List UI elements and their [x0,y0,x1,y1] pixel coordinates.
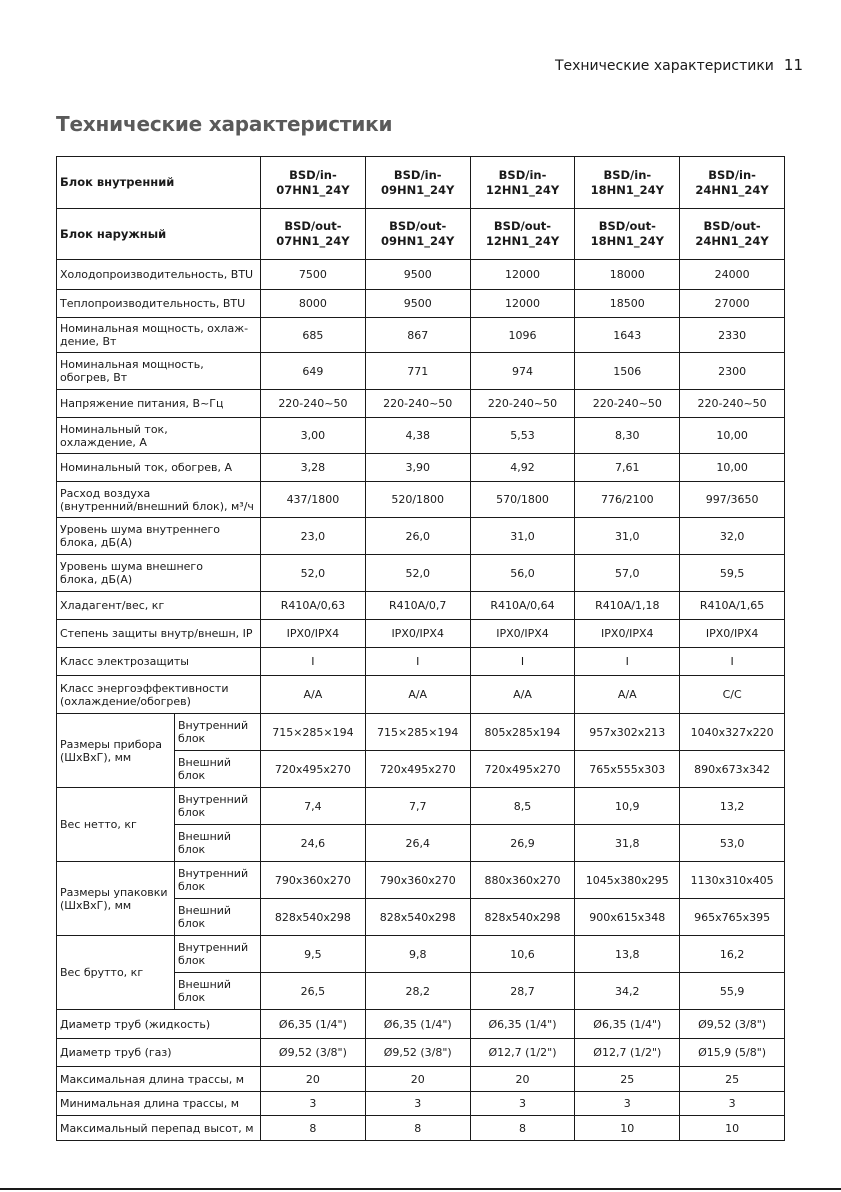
outdoor-model-row [57,209,785,260]
value-cell: 220-240~50 [261,390,366,418]
row-label: Класс электрозащиты [57,648,261,676]
value-cell: 24000 [680,260,785,290]
value-cell: 1643 [575,318,680,353]
value-cell: 900x615x348 [575,899,680,936]
value-cell: 957x302x213 [575,714,680,751]
indoor-model-cell: BSD/in- 07HN1_24Y [261,157,366,209]
value-cell: 52,0 [261,555,366,592]
value-cell: 20 [365,1067,470,1092]
value-cell: 9,8 [365,936,470,973]
row-label: Холодопроизводительность, BTU [57,260,261,290]
value-cell: 1130x310x405 [680,862,785,899]
value-cell: 790x360x270 [261,862,366,899]
value-cell: 26,9 [470,825,575,862]
value-cell: 4,38 [365,418,470,454]
value-cell: 16,2 [680,936,785,973]
value-cell: 10,6 [470,936,575,973]
table-row [57,620,785,648]
value-cell: 26,4 [365,825,470,862]
value-cell: 2300 [680,353,785,390]
value-cell: 8 [470,1116,575,1141]
value-cell: 31,8 [575,825,680,862]
sub-label: Внутренний блок [175,714,261,751]
value-cell: A/A [261,676,366,714]
value-cell: 867 [365,318,470,353]
value-cell: 20 [261,1067,366,1092]
page-title: Технические характеристики [56,112,393,136]
table-row [57,1010,785,1039]
value-cell: 805x285x194 [470,714,575,751]
value-cell: 10 [575,1116,680,1141]
value-cell: 13,2 [680,788,785,825]
value-cell: 32,0 [680,518,785,555]
table-row [57,648,785,676]
value-cell: 26,5 [261,973,366,1010]
value-cell: 3 [575,1092,680,1116]
value-cell: Ø9,52 (3/8") [365,1039,470,1067]
value-cell: 3 [365,1092,470,1116]
table-row [57,1039,785,1067]
value-cell: 28,7 [470,973,575,1010]
row-label: Диаметр труб (газ) [57,1039,261,1067]
sub-label: Внутренний блок [175,788,261,825]
value-cell: 25 [575,1067,680,1092]
value-cell: 9,5 [261,936,366,973]
value-cell: 570/1800 [470,482,575,518]
row-label: Минимальная длина трассы, м [57,1092,261,1116]
page-number: 11 [783,56,803,74]
value-cell: 28,2 [365,973,470,1010]
sub-label: Внешний блок [175,973,261,1010]
row-label: Расход воздуха (внутренний/внешний блок), м³/ч [57,482,261,518]
value-cell: 890x673x342 [680,751,785,788]
sub-label: Внешний блок [175,751,261,788]
value-cell: 7,61 [575,454,680,482]
value-cell: 3,00 [261,418,366,454]
value-cell: C/C [680,676,785,714]
table-row [57,518,785,555]
value-cell: 31,0 [575,518,680,555]
value-cell: 649 [261,353,366,390]
value-cell: 715×285×194 [261,714,366,751]
group-label: Вес брутто, кг [57,936,175,1010]
table-row [57,1116,785,1141]
value-cell: 220-240~50 [680,390,785,418]
row-label: Номинальный ток, охлаждение, А [57,418,261,454]
value-cell: 1096 [470,318,575,353]
table-row [57,862,785,899]
value-cell: 997/3650 [680,482,785,518]
value-cell: IPX0/IPX4 [365,620,470,648]
value-cell: 790x360x270 [365,862,470,899]
value-cell: 34,2 [575,973,680,1010]
table-row [57,676,785,714]
value-cell: IPX0/IPX4 [470,620,575,648]
value-cell: 27000 [680,290,785,318]
value-cell: I [261,648,366,676]
value-cell: 10,00 [680,454,785,482]
value-cell: 18000 [575,260,680,290]
bottom-rule [0,1188,841,1190]
value-cell: 765x555x303 [575,751,680,788]
table-row [57,1067,785,1092]
value-cell: A/A [575,676,680,714]
value-cell: R410A/1,18 [575,592,680,620]
value-cell: 1040x327x220 [680,714,785,751]
value-cell: IPX0/IPX4 [575,620,680,648]
value-cell: I [470,648,575,676]
row-label: Диаметр труб (жидкость) [57,1010,261,1039]
value-cell: 437/1800 [261,482,366,518]
sub-label: Внутренний блок [175,862,261,899]
value-cell: 8,5 [470,788,575,825]
sub-label: Внешний блок [175,825,261,862]
value-cell: 965x765x395 [680,899,785,936]
table-row [57,555,785,592]
value-cell: 7500 [261,260,366,290]
value-cell: Ø12,7 (1/2") [470,1039,575,1067]
indoor-model-cell: BSD/in- 12HN1_24Y [470,157,575,209]
value-cell: 8000 [261,290,366,318]
row-label: Уровень шума внешнего блока, дБ(А) [57,555,261,592]
value-cell: 220-240~50 [365,390,470,418]
indoor-model-cell: BSD/in- 09HN1_24Y [365,157,470,209]
value-cell: 26,0 [365,518,470,555]
value-cell: 55,9 [680,973,785,1010]
value-cell: I [680,648,785,676]
row-label: Максимальная длина трассы, м [57,1067,261,1092]
specifications-table [56,156,785,1141]
value-cell: 8 [365,1116,470,1141]
value-cell: 828x540x298 [261,899,366,936]
row-label: Номинальная мощность, охлаж- дение, Вт [57,318,261,353]
value-cell: 9500 [365,290,470,318]
row-label: Класс энергоэффективности (охлаждение/обогрев) [57,676,261,714]
value-cell: 12000 [470,260,575,290]
value-cell: 10,9 [575,788,680,825]
outdoor-model-cell: BSD/out- 18HN1_24Y [575,209,680,260]
value-cell: 1506 [575,353,680,390]
indoor-model-row [57,157,785,209]
value-cell: 5,53 [470,418,575,454]
value-cell: 520/1800 [365,482,470,518]
row-label: Максимальный перепад высот, м [57,1116,261,1141]
table-row [57,454,785,482]
table-row [57,788,785,825]
table-row [57,353,785,390]
row-label: Уровень шума внутреннего блока, дБ(А) [57,518,261,555]
value-cell: IPX0/IPX4 [261,620,366,648]
value-cell: 18500 [575,290,680,318]
table-row [57,592,785,620]
value-cell: 12000 [470,290,575,318]
value-cell: 3,28 [261,454,366,482]
value-cell: Ø6,35 (1/4") [261,1010,366,1039]
value-cell: 7,4 [261,788,366,825]
indoor-unit-label: Блок внутренний [57,157,261,209]
indoor-model-cell: BSD/in- 24HN1_24Y [680,157,785,209]
value-cell: 31,0 [470,518,575,555]
value-cell: 828x540x298 [365,899,470,936]
table-row [57,714,785,751]
value-cell: 3,90 [365,454,470,482]
value-cell: 974 [470,353,575,390]
value-cell: 685 [261,318,366,353]
value-cell: R410A/1,65 [680,592,785,620]
value-cell: 771 [365,353,470,390]
running-header [555,56,803,74]
value-cell: 13,8 [575,936,680,973]
row-label: Степень защиты внутр/внешн, IP [57,620,261,648]
running-header-title: Технические характеристики [554,58,774,74]
value-cell: 9500 [365,260,470,290]
value-cell: 4,92 [470,454,575,482]
outdoor-model-cell: BSD/out- 09HN1_24Y [365,209,470,260]
value-cell: IPX0/IPX4 [680,620,785,648]
value-cell: 715×285×194 [365,714,470,751]
value-cell: 828x540x298 [470,899,575,936]
value-cell: A/A [470,676,575,714]
value-cell: 25 [680,1067,785,1092]
value-cell: 24,6 [261,825,366,862]
row-label: Теплопроизводительность, BTU [57,290,261,318]
value-cell: 20 [470,1067,575,1092]
group-label: Размеры упаковки (ШхВхГ), мм [57,862,175,936]
value-cell: 880x360x270 [470,862,575,899]
table-row [57,936,785,973]
value-cell: Ø9,52 (3/8") [261,1039,366,1067]
indoor-model-cell: BSD/in- 18HN1_24Y [575,157,680,209]
value-cell: 57,0 [575,555,680,592]
value-cell: 220-240~50 [575,390,680,418]
value-cell: 52,0 [365,555,470,592]
outdoor-unit-label: Блок наружный [57,209,261,260]
value-cell: 720x495x270 [261,751,366,788]
value-cell: Ø9,52 (3/8") [680,1010,785,1039]
group-label: Размеры прибора (ШхВхГ), мм [57,714,175,788]
outdoor-model-cell: BSD/out- 12HN1_24Y [470,209,575,260]
table-row [57,260,785,290]
value-cell: 8,30 [575,418,680,454]
table-row [57,1092,785,1116]
value-cell: 720x495x270 [470,751,575,788]
value-cell: 53,0 [680,825,785,862]
value-cell: I [365,648,470,676]
sub-label: Внутренний блок [175,936,261,973]
value-cell: Ø6,35 (1/4") [365,1010,470,1039]
value-cell: 720x495x270 [365,751,470,788]
value-cell: 10 [680,1116,785,1141]
row-label: Номинальный ток, обогрев, А [57,454,261,482]
value-cell: 56,0 [470,555,575,592]
value-cell: R410A/0,7 [365,592,470,620]
value-cell: Ø15,9 (5/8") [680,1039,785,1067]
outdoor-model-cell: BSD/out- 07HN1_24Y [261,209,366,260]
value-cell: 220-240~50 [470,390,575,418]
group-label: Вес нетто, кг [57,788,175,862]
value-cell: 3 [680,1092,785,1116]
value-cell: 3 [470,1092,575,1116]
value-cell: R410A/0,64 [470,592,575,620]
value-cell: Ø6,35 (1/4") [575,1010,680,1039]
value-cell: Ø6,35 (1/4") [470,1010,575,1039]
table-row [57,390,785,418]
value-cell: 59,5 [680,555,785,592]
value-cell: A/A [365,676,470,714]
outdoor-model-cell: BSD/out- 24HN1_24Y [680,209,785,260]
value-cell: Ø12,7 (1/2") [575,1039,680,1067]
table-row [57,418,785,454]
value-cell: R410A/0,63 [261,592,366,620]
row-label: Напряжение питания, В~Гц [57,390,261,418]
value-cell: 3 [261,1092,366,1116]
value-cell: I [575,648,680,676]
row-label: Хладагент/вес, кг [57,592,261,620]
value-cell: 10,00 [680,418,785,454]
value-cell: 8 [261,1116,366,1141]
sub-label: Внешний блок [175,899,261,936]
value-cell: 23,0 [261,518,366,555]
table-row [57,482,785,518]
table-row [57,290,785,318]
value-cell: 776/2100 [575,482,680,518]
table-row [57,318,785,353]
value-cell: 7,7 [365,788,470,825]
value-cell: 1045x380x295 [575,862,680,899]
value-cell: 2330 [680,318,785,353]
row-label: Номинальная мощность, обогрев, Вт [57,353,261,390]
